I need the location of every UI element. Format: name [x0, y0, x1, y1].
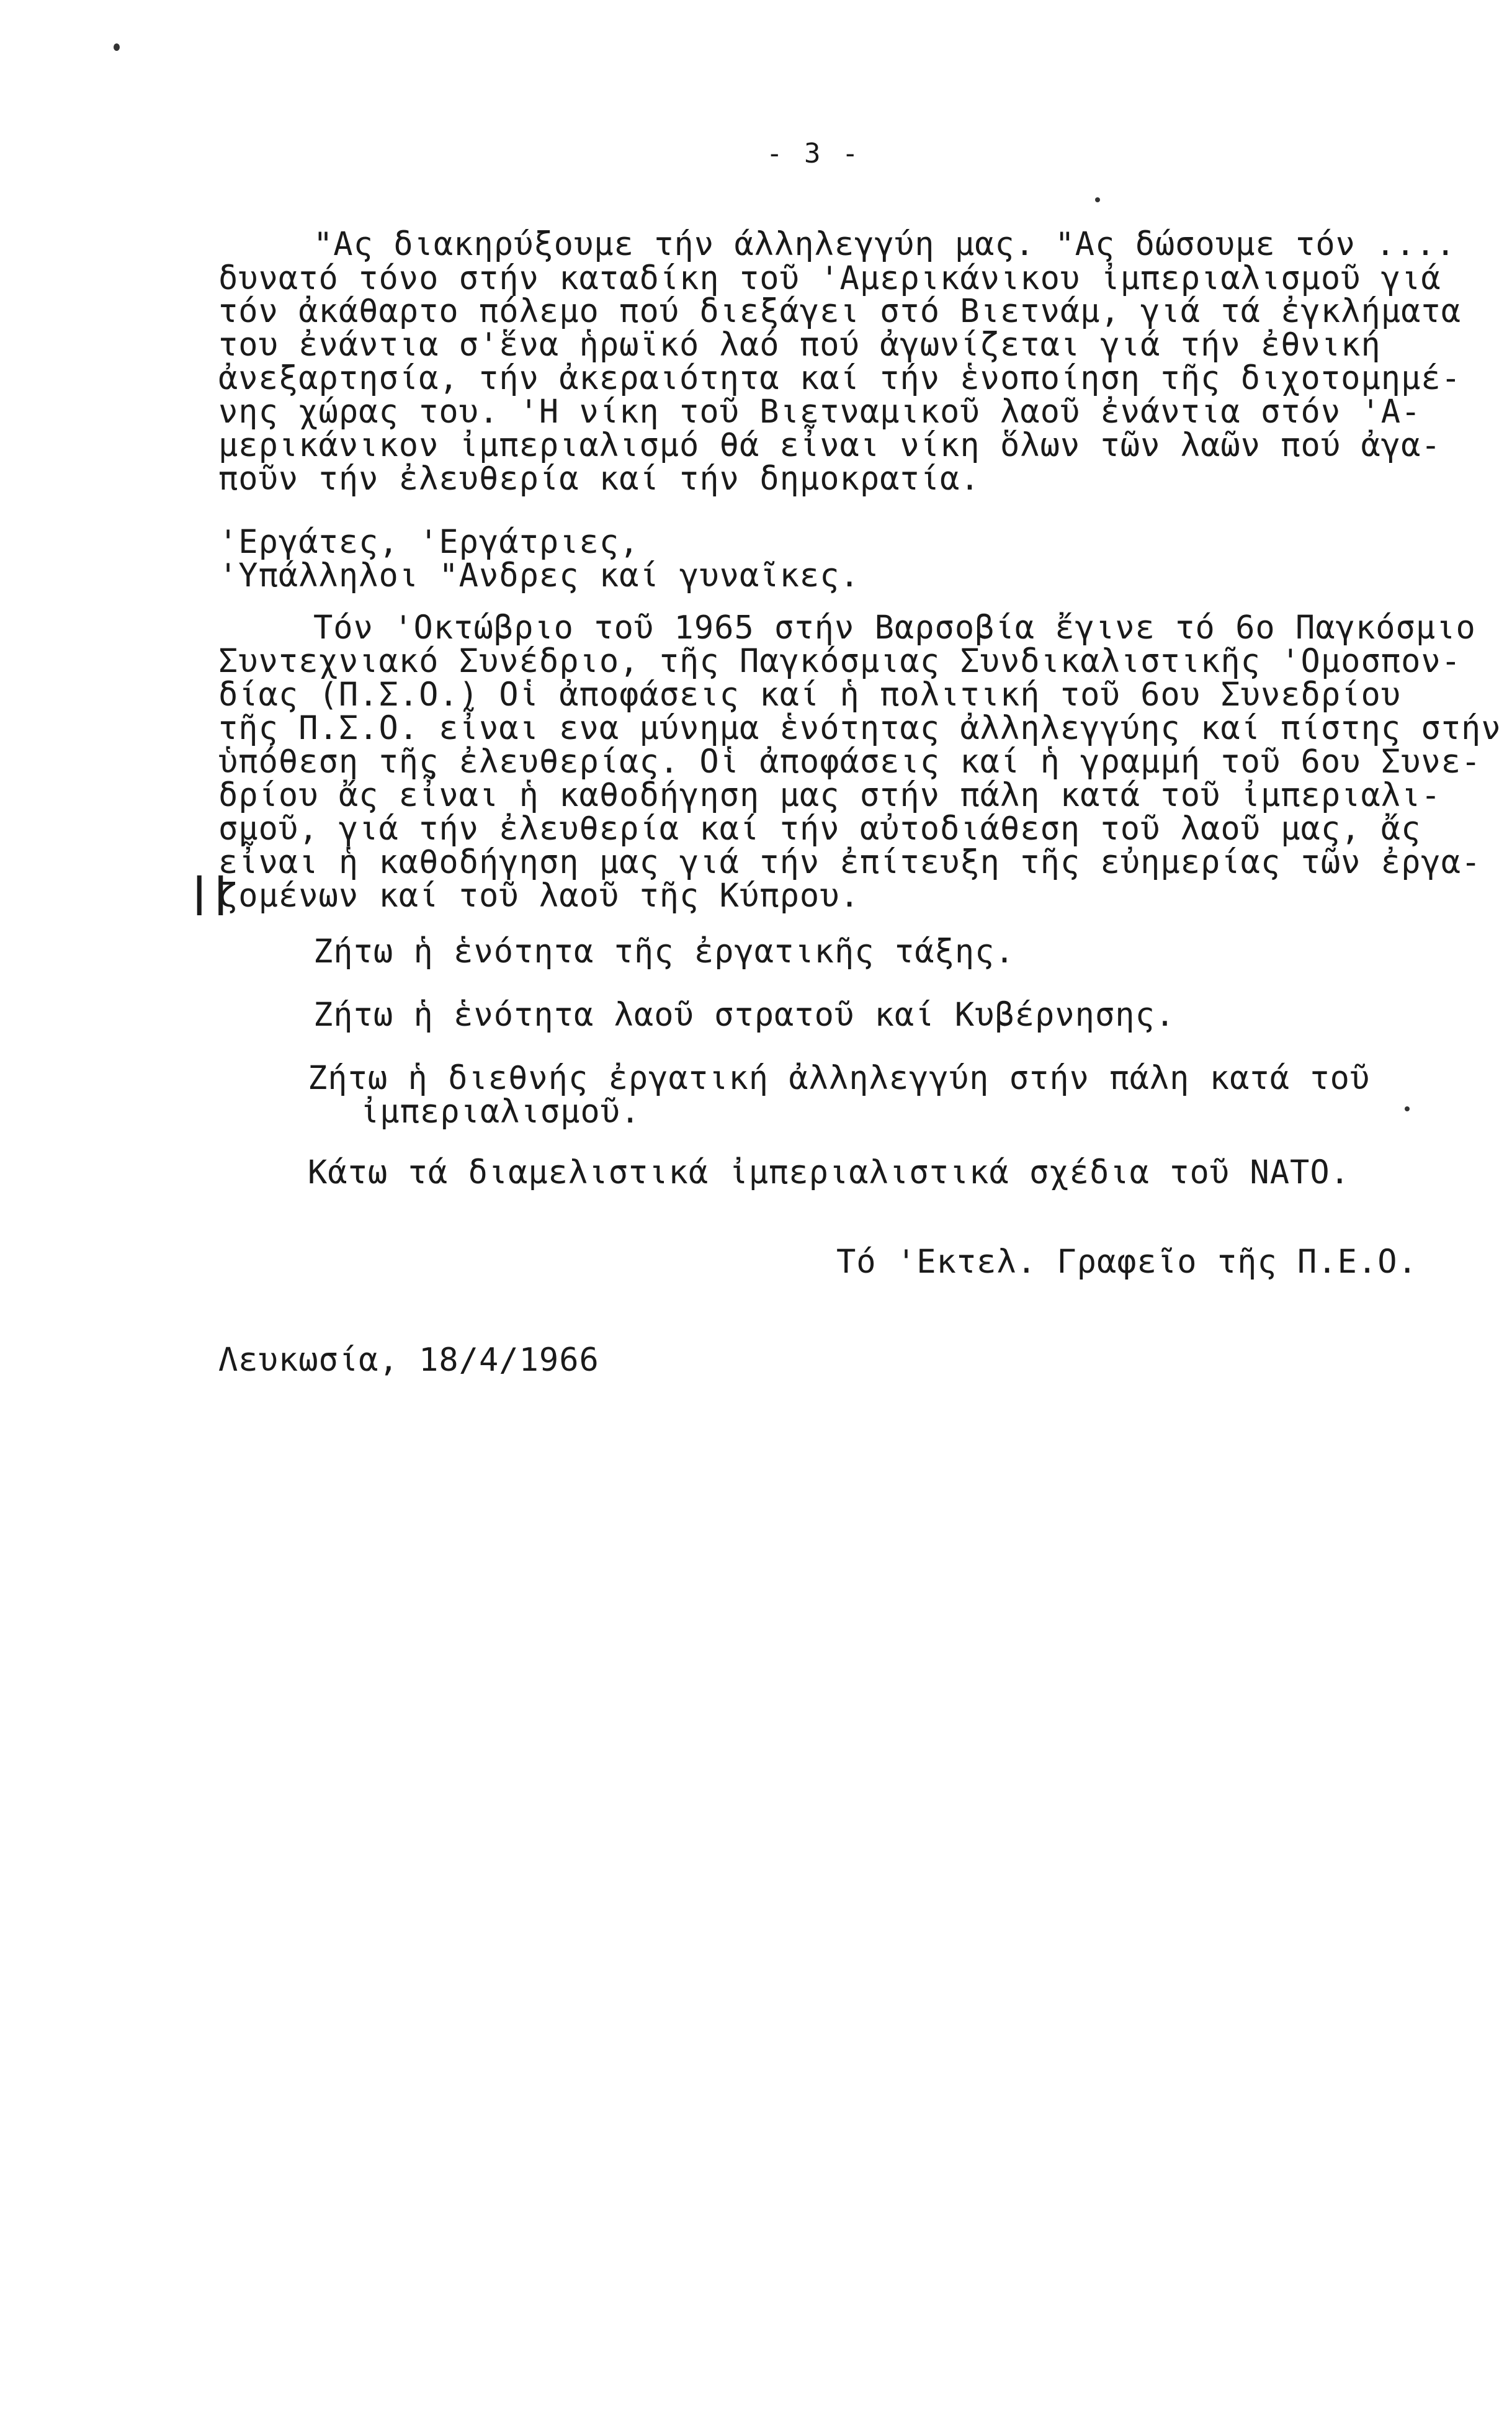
slogan-3-line-2: ἰμπεριαλισμοῦ.	[360, 1093, 641, 1131]
scan-speck	[1405, 1106, 1410, 1111]
paragraph2-line-3: δίας (Π.Σ.Ο.) Οἱ ἀποφάσεις καί ἡ πολιτική τοῦ 6ου Συνεδρίου	[218, 676, 1402, 714]
paragraph2-line-4: τῆς Π.Σ.Ο. εἶναι ενα μύνημα ἑνότητας ἀλληλεγγύης καί πίστης στήν	[218, 710, 1501, 747]
paragraph2-line-5: ὑπόθεση τῆς ἐλευθερίας. Οἱ ἀποφάσεις καί ἡ γραμμή τοῦ 6ου Συνε-	[218, 743, 1482, 781]
slogan-3-line-1: Ζήτω ἡ διεθνής ἐργατική ἀλληλεγγύη στήν πάλη κατά τοῦ	[308, 1060, 1371, 1097]
paragraph2-line-2: Συντεχνιακό Συνέδριο, τῆς Παγκόσμιας Συνδικαλιστικῆς 'Ομοσπον-	[218, 643, 1462, 680]
paragraph1-line-8: ποῦν τήν ἐλευθερία καί τήν δημοκρατία.	[218, 460, 980, 498]
signature: Τό 'Εκτελ. Γραφεῖο τῆς Π.Ε.Ο.	[836, 1244, 1418, 1281]
paragraph1-line-1: "Ας διακηρύξουμε τήν άλληλεγγύη μας. "Ας δώσουμε τόν ....	[313, 226, 1456, 263]
paragraph1-line-4: του ἐνάντια σ'ἕνα ἡρωϊκό λαό πού ἀγωνίζεται γιά τήν ἐθνική	[218, 326, 1381, 364]
paragraph1-line-7: μερικάνικον ἰμπεριαλισμό θά εἶναι νίκη ὅλων τῶν λαῶν πού ἀγα-	[218, 427, 1441, 464]
paragraph1-line-2: δυνατό τόνο στήν καταδίκη τοῦ 'Αμερικάνικου ἰμπεριαλισμοῦ γιά	[218, 260, 1441, 297]
address-line-2: 'Υπάλληλοι "Ανδρες καί γυναῖκες.	[218, 557, 860, 594]
paragraph2-line-9: ζομένων καί τοῦ λαοῦ τῆς Κύπρου.	[218, 877, 860, 915]
paragraph2-line-7: σμοῦ, γιά τήν ἐλευθερία καί τήν αὐτοδιάθεση τοῦ λαοῦ μας, ἄς	[218, 810, 1421, 848]
paragraph1-line-5: ἀνεξαρτησία, τήν ἀκεραιότητα καί τήν ἑνοποίηση τῆς διχοτομημέ-	[218, 360, 1462, 397]
paragraph2-line-8: εἶναι ἡ καθοδήγηση μας γιά τήν ἐπίτευξη τῆς εὐημερίας τῶν ἐργα-	[218, 844, 1482, 881]
paragraph1-line-6: νης χώρας του. 'Η νίκη τοῦ Βιετναμικοῦ λαοῦ ἐνάντια στόν 'Α-	[218, 393, 1421, 431]
paragraph2-line-6: δρίου ἄς εἶναι ἡ καθοδήγηση μας στήν πάλη κατά τοῦ ἰμπεριαλι-	[218, 777, 1441, 814]
slogan-4: Κάτω τά διαμελιστικά ἰμπεριαλιστικά σχέδια τοῦ ΝΑΤΟ.	[308, 1154, 1350, 1191]
margin-mark: ||	[187, 870, 231, 916]
slogan-2: Ζήτω ἡ ἑνότητα λαοῦ στρατοῦ καί Κυβέρνησης.	[313, 997, 1176, 1034]
paragraph2-line-1: Τόν 'Οκτώβριο τοῦ 1965 στήν Βαρσοβία ἔγινε τό 6ο Παγκόσμιο	[313, 609, 1476, 647]
scan-speck	[114, 43, 120, 51]
page-number: - 3 -	[766, 138, 861, 169]
place-date: Λευκωσία, 18/4/1966	[218, 1342, 599, 1379]
scan-speck	[1095, 197, 1100, 202]
address-line-1: 'Εργάτες, 'Εργάτριες,	[218, 524, 640, 561]
slogan-1: Ζήτω ἡ ἑνότητα τῆς ἐργατικῆς τάξης.	[313, 933, 1015, 970]
paragraph1-line-3: τόν ἀκάθαρτο πόλεμο πού διεξάγει στό Βιετνάμ, γιά τά ἐγκλήματα	[218, 293, 1462, 330]
